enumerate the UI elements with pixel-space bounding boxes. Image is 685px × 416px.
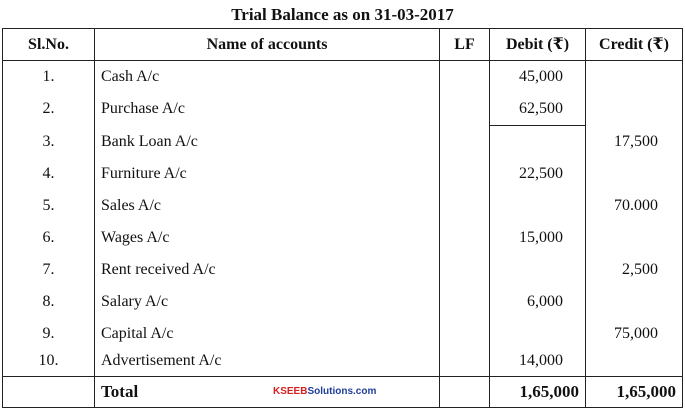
debit-cell [490,190,586,222]
table-row [3,318,683,350]
debit-cell [490,318,586,350]
table-row [3,254,683,286]
lf-cell [440,190,490,222]
debit-cell [490,126,586,159]
debit-cell: 14,000 [490,350,586,377]
table-row [3,158,683,190]
sl-no-cell: 9. [3,318,95,350]
credit-cell [586,93,683,126]
account-name-cell: Salary A/c [95,286,440,318]
sl-no-cell: 5. [3,190,95,222]
total-lf-cell [440,377,490,408]
total-credit-cell: 1,65,000 [586,377,683,408]
lf-cell [440,222,490,254]
col-header-sl-no: Sl.No. [3,29,95,61]
debit-cell [490,254,586,286]
col-header-lf: LF [440,29,490,61]
account-name-cell: Furniture A/c [95,158,440,190]
sl-no-cell: 1. [3,61,95,94]
account-name-cell: Purchase A/c [95,93,440,126]
trial-balance-table [2,28,683,408]
watermark-logo [273,385,376,399]
sl-no-cell: 10. [3,350,95,377]
debit-cell: 15,000 [490,222,586,254]
table-row [3,93,683,126]
document-title: Trial Balance as on 31-03-2017 [231,5,454,24]
credit-cell [586,158,683,190]
account-name-cell: Cash A/c [95,61,440,94]
table-row [3,126,683,159]
credit-cell [586,222,683,254]
watermark-suffix: Solutions.com [307,386,377,397]
total-label: Total [101,382,139,401]
table-row [3,190,683,222]
col-header-debit: Debit (₹) [490,29,586,61]
sl-no-cell: 7. [3,254,95,286]
credit-cell: 75,000 [586,318,683,350]
credit-cell: 2,500 [586,254,683,286]
account-name-cell: Capital A/c [95,318,440,350]
lf-cell [440,158,490,190]
debit-cell: 6,000 [490,286,586,318]
lf-cell [440,126,490,159]
header-row [3,29,683,61]
col-header-credit: Credit (₹) [586,29,683,61]
account-name-cell: Wages A/c [95,222,440,254]
sl-no-cell: 4. [3,158,95,190]
table-row [3,61,683,94]
sl-no-cell: 8. [3,286,95,318]
credit-cell: 17,500 [586,126,683,159]
debit-cell: 22,500 [490,158,586,190]
total-debit-cell: 1,65,000 [490,377,586,408]
lf-cell [440,254,490,286]
watermark-brand: KSEEB [273,386,308,397]
table-row [3,350,683,377]
credit-cell [586,350,683,377]
account-name-cell: Bank Loan A/c [95,126,440,159]
lf-cell [440,93,490,126]
credit-cell [586,286,683,318]
debit-cell: 62,500 [490,93,586,126]
lf-cell [440,286,490,318]
account-name-cell: Advertisement A/c [95,350,440,377]
sl-no-cell: 6. [3,222,95,254]
lf-cell [440,350,490,377]
col-header-name-of-accounts: Name of accounts [95,29,440,61]
table-row [3,222,683,254]
credit-cell [586,61,683,94]
credit-cell: 70.000 [586,190,683,222]
total-row [3,377,683,408]
table-row [3,286,683,318]
total-label-cell [95,377,440,408]
lf-cell [440,61,490,94]
debit-cell: 45,000 [490,61,586,94]
lf-cell [440,318,490,350]
sl-no-cell: 3. [3,126,95,159]
total-sl-cell [3,377,95,408]
sl-no-cell: 2. [3,93,95,126]
account-name-cell: Sales A/c [95,190,440,222]
account-name-cell: Rent received A/c [95,254,440,286]
